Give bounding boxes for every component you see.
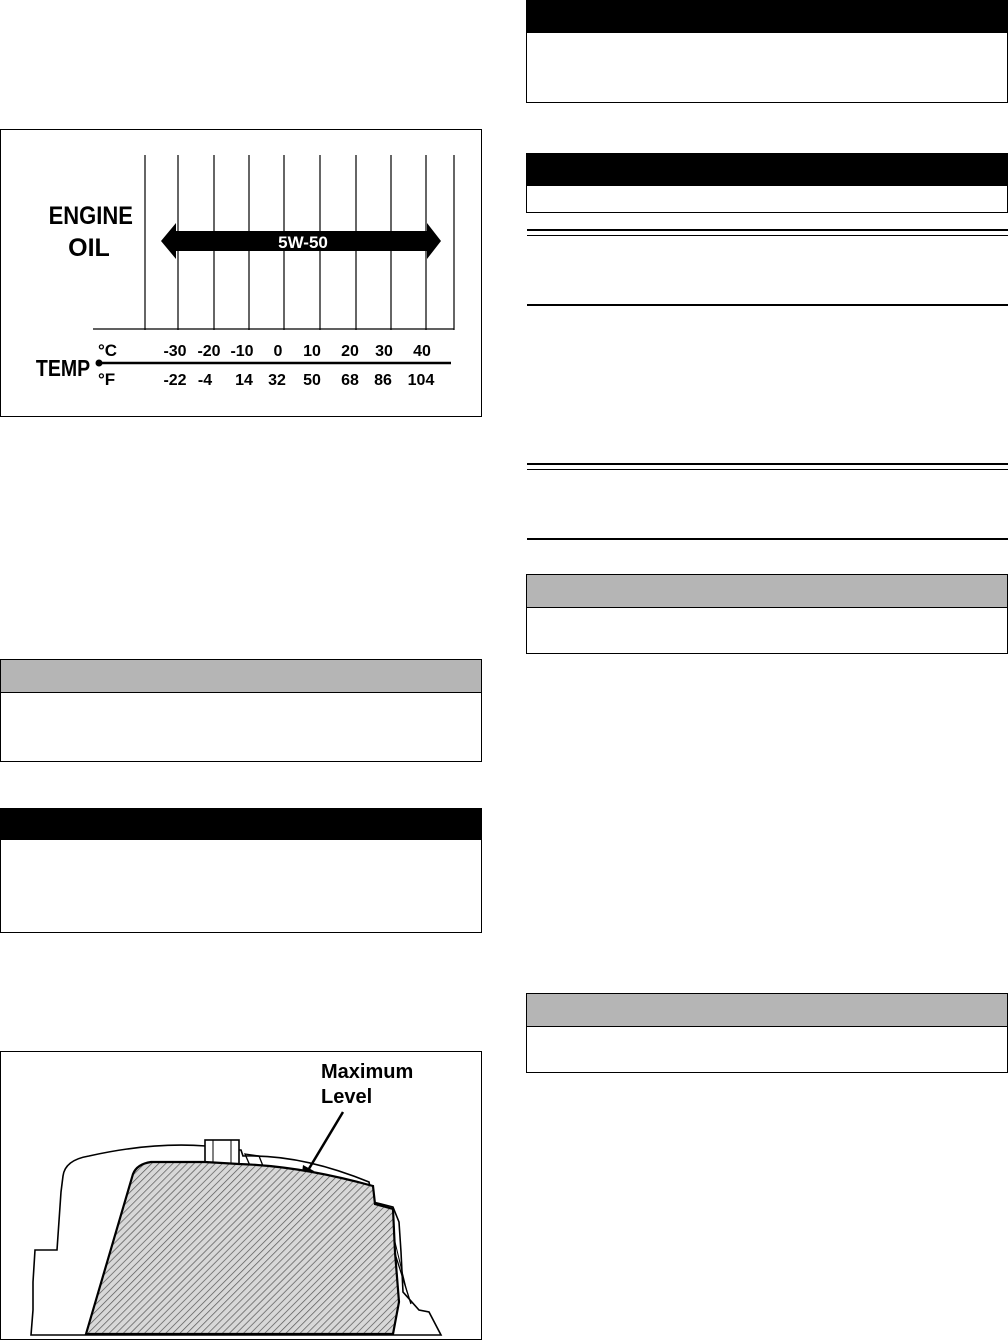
fahrenheit-tick: 104 xyxy=(407,372,435,389)
celsius-label: °C xyxy=(98,341,118,360)
note-rule-bottom xyxy=(527,304,1008,306)
oil-grade-label: 5W-50 xyxy=(278,233,328,252)
fahrenheit-tick: 50 xyxy=(303,372,321,389)
celsius-tick: -30 xyxy=(163,343,187,360)
engine-oil-label-line2: OIL xyxy=(68,234,110,262)
notice-box-left-header xyxy=(1,660,481,693)
notice-box-right-middle xyxy=(526,574,1008,654)
maximum-level-figure xyxy=(0,1051,482,1340)
note-rule-top xyxy=(527,463,1008,465)
oil-fill-area xyxy=(86,1162,399,1334)
oil-range-arrow xyxy=(161,223,441,259)
fahrenheit-tick: -4 xyxy=(197,372,213,389)
notice-box-right-bottom-header xyxy=(527,994,1007,1027)
fahrenheit-label: °F xyxy=(98,370,116,389)
fahrenheit-ticks xyxy=(163,372,434,389)
note-rule-top-thin xyxy=(527,469,1008,470)
note-rule-bottom xyxy=(527,538,1008,540)
celsius-tick: -10 xyxy=(230,343,254,360)
warning-box-left xyxy=(0,808,482,933)
fahrenheit-tick: 86 xyxy=(374,372,392,389)
maximum-level-label-line2: Level xyxy=(321,1086,373,1108)
fahrenheit-tick: 68 xyxy=(341,372,359,389)
celsius-tick: 40 xyxy=(413,343,431,360)
celsius-tick: 10 xyxy=(303,343,321,360)
warning-box-right-second xyxy=(526,153,1008,213)
fahrenheit-tick: 14 xyxy=(235,372,253,389)
warning-box-right-top xyxy=(526,0,1008,103)
notice-box-right-middle-header xyxy=(527,575,1007,608)
warning-box-right-top-header xyxy=(527,1,1007,33)
fahrenheit-tick: -22 xyxy=(163,372,187,389)
maximum-level-label-line1: Maximum xyxy=(321,1061,414,1083)
celsius-tick: -20 xyxy=(197,343,221,360)
celsius-tick: 0 xyxy=(273,343,283,360)
note-rule-top xyxy=(527,229,1008,231)
viscosity-chart xyxy=(1,130,481,416)
notice-box-right-bottom xyxy=(526,993,1008,1073)
celsius-tick: 30 xyxy=(375,343,393,360)
engine-oil-viscosity-figure xyxy=(0,129,482,417)
temp-label: TEMP xyxy=(35,355,91,382)
warning-box-right-second-header xyxy=(527,154,1007,186)
warning-box-left-header xyxy=(1,809,481,840)
celsius-tick: 20 xyxy=(341,343,359,360)
engine-oil-label-line1: ENGINE xyxy=(48,201,133,230)
celsius-ticks xyxy=(163,343,431,360)
fahrenheit-tick: 32 xyxy=(268,372,286,389)
notice-box-left xyxy=(0,659,482,762)
oil-tank-diagram xyxy=(1,1052,481,1339)
note-rule-top-thin xyxy=(527,235,1008,236)
